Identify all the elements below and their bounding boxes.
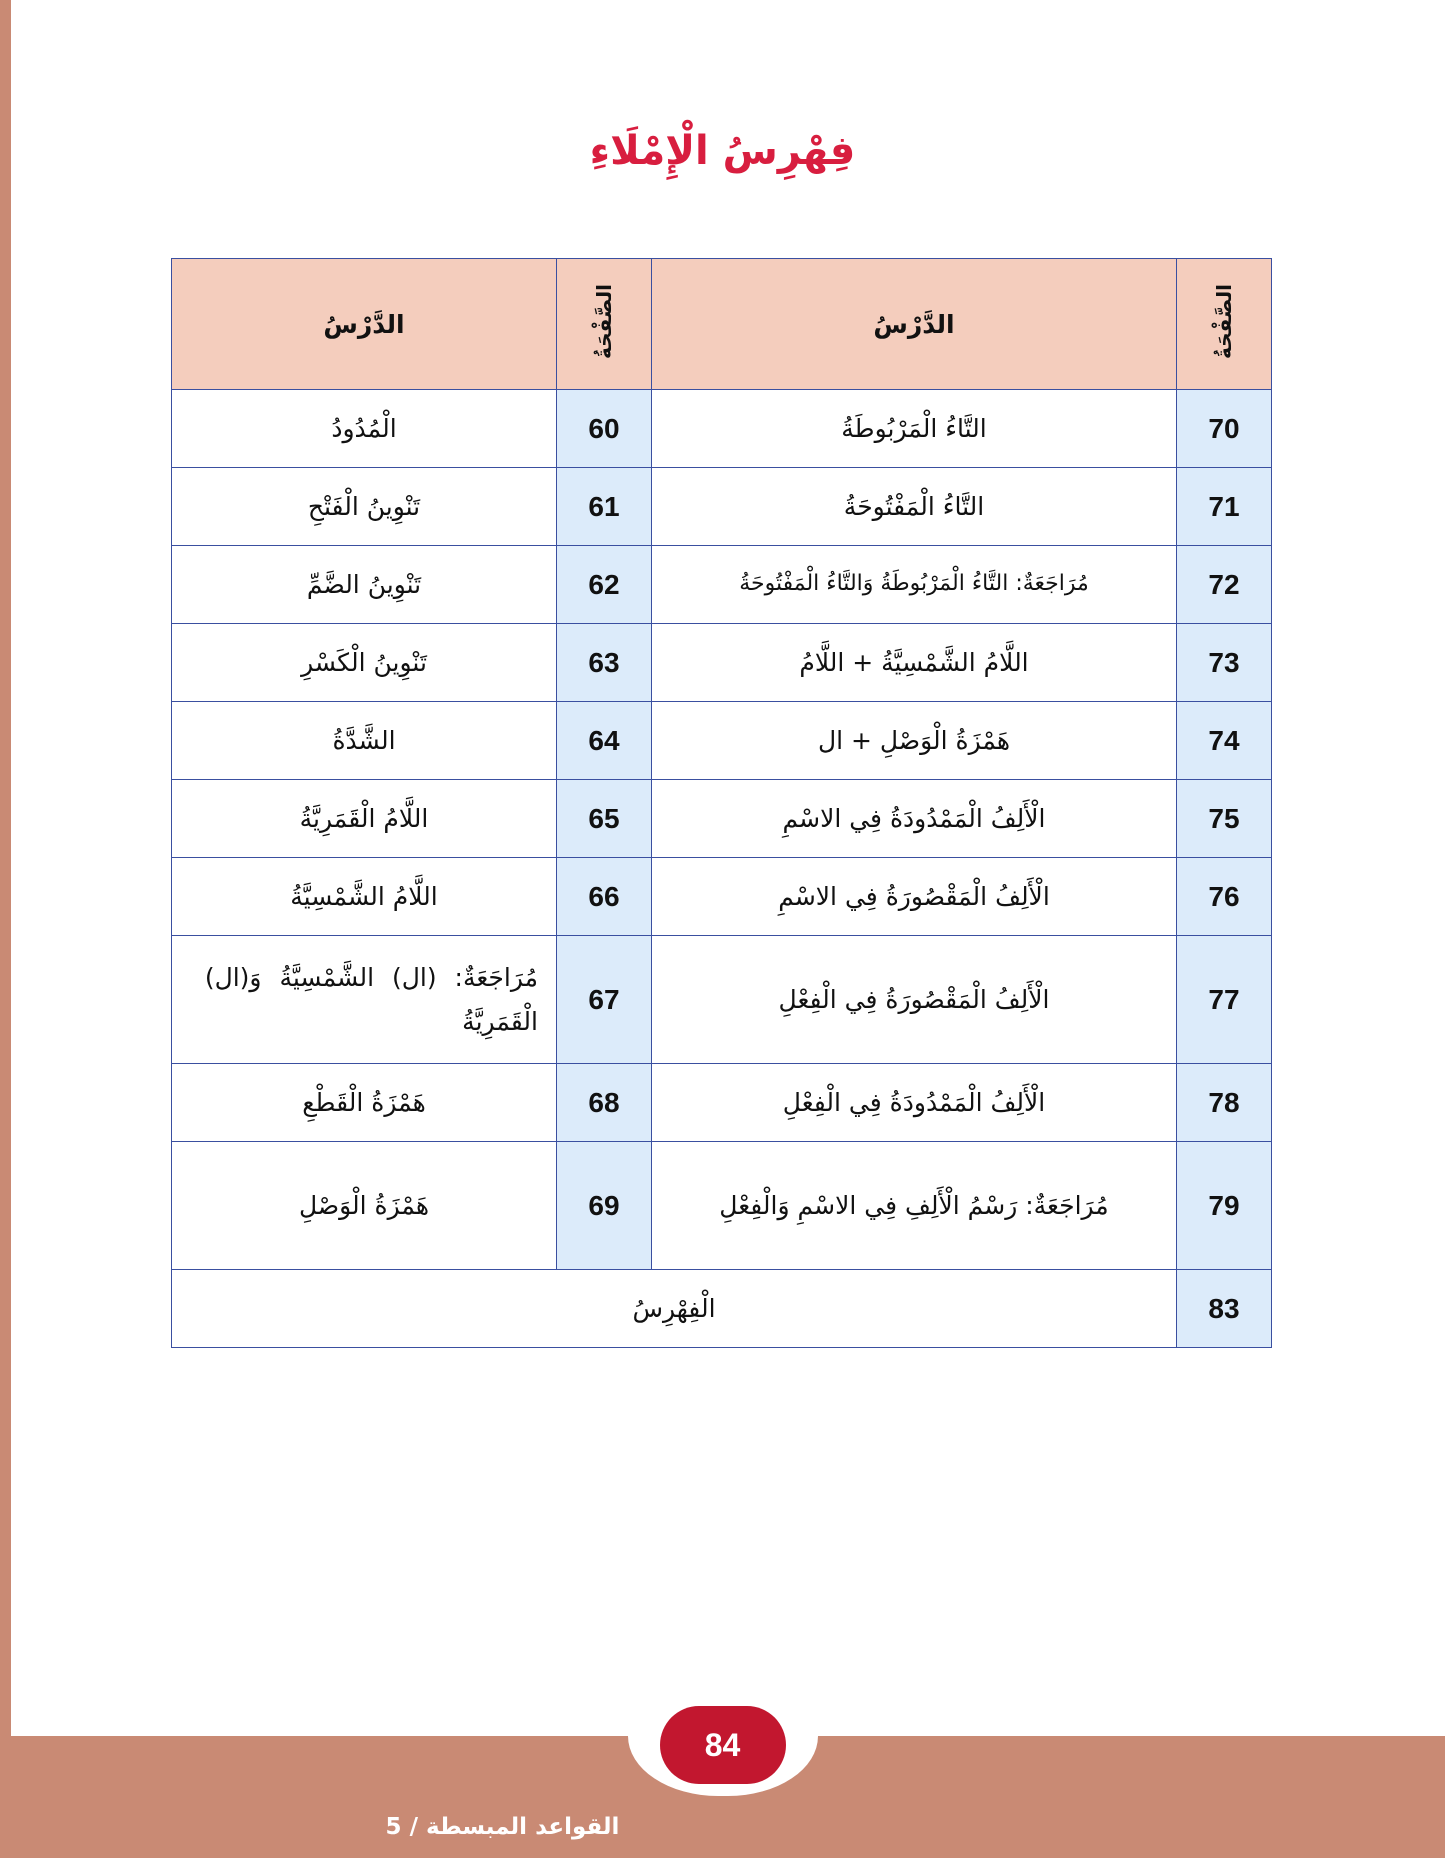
page-number-right: 65 — [557, 780, 652, 858]
lesson-title-left: الْأَلِفُ الْمَمْدُودَةُ فِي الْفِعْلِ — [652, 1064, 1177, 1142]
header-page-right — [557, 259, 652, 390]
lesson-title-right: اللَّامُ الْقَمَرِيَّةُ — [172, 780, 557, 858]
header-lesson-left: الدَّرْسُ — [652, 259, 1177, 390]
page-title: فِهْرِسُ الْإِمْلَاءِ — [589, 128, 856, 174]
table-row — [172, 1142, 1272, 1270]
lesson-title-left: التَّاءُ الْمَرْبُوطَةُ — [652, 390, 1177, 468]
footer-book-title — [0, 1814, 1445, 1840]
page-number-right: 62 — [557, 546, 652, 624]
lesson-title-right: مُرَاجَعَةٌ: (ال) الشَّمْسِيَّةُ وَ(ال) الْقَمَرِيَّةُ — [172, 936, 557, 1064]
footer-book-title-label: القواعد المبسطة / 5 — [385, 1814, 620, 1840]
page-number-right: 64 — [557, 702, 652, 780]
lesson-title-left: الْأَلِفُ الْمَمْدُودَةُ فِي الاسْمِ — [652, 780, 1177, 858]
left-edge-decoration — [0, 0, 11, 1858]
lesson-title-right: تَنْوِينُ الْكَسْرِ — [172, 624, 557, 702]
header-page-right-label: الصَّفْحَةُ — [592, 284, 616, 360]
lesson-title-left: اللَّامُ الشَّمْسِيَّةُ + اللَّامُ — [652, 624, 1177, 702]
header-page-left — [1177, 259, 1272, 390]
page-number-left: 78 — [1177, 1064, 1272, 1142]
page-number-right: 69 — [557, 1142, 652, 1270]
table-row — [172, 624, 1272, 702]
table-row — [172, 702, 1272, 780]
page-number-right: 63 — [557, 624, 652, 702]
table-row — [172, 780, 1272, 858]
lesson-title-left: التَّاءُ الْمَفْتُوحَةُ — [652, 468, 1177, 546]
lesson-title-right: هَمْزَةُ الْقَطْعِ — [172, 1064, 557, 1142]
table-row — [172, 546, 1272, 624]
lesson-title-right: هَمْزَةُ الْوَصْلِ — [172, 1142, 557, 1270]
index-table-container — [172, 258, 1272, 1348]
page-number-left: 77 — [1177, 936, 1272, 1064]
table-row — [172, 858, 1272, 936]
page-number-final: 83 — [1177, 1270, 1272, 1348]
lesson-title-left: الْأَلِفُ الْمَقْصُورَةُ فِي الْفِعْلِ — [652, 936, 1177, 1064]
page-number-right: 61 — [557, 468, 652, 546]
lesson-title-right: الشَّدَّةُ — [172, 702, 557, 780]
page-number-badge: 84 — [660, 1706, 786, 1784]
lesson-title-left: الْأَلِفُ الْمَقْصُورَةُ فِي الاسْمِ — [652, 858, 1177, 936]
lesson-title-left: هَمْزَةُ الْوَصْلِ + ال — [652, 702, 1177, 780]
page-number-right: 66 — [557, 858, 652, 936]
page-number-left: 71 — [1177, 468, 1272, 546]
lesson-title-right: الْمُدُودُ — [172, 390, 557, 468]
page-number-left: 75 — [1177, 780, 1272, 858]
index-table — [171, 258, 1272, 1348]
page-number-right: 68 — [557, 1064, 652, 1142]
page-number-left: 74 — [1177, 702, 1272, 780]
lesson-title-final: الْفِهْرِسُ — [172, 1270, 1177, 1348]
page-number-left: 79 — [1177, 1142, 1272, 1270]
table-row — [172, 1064, 1272, 1142]
table-body — [172, 390, 1272, 1348]
header-page-left-label: الصَّفْحَةُ — [1212, 284, 1236, 360]
lesson-title-left: مُرَاجَعَةٌ: رَسْمُ الْأَلِفِ فِي الاسْمِ وَالْفِعْلِ — [652, 1142, 1177, 1270]
lesson-title-right: اللَّامُ الشَّمْسِيَّةُ — [172, 858, 557, 936]
page-number-left: 76 — [1177, 858, 1272, 936]
page-number-right: 60 — [557, 390, 652, 468]
lesson-title-right: تَنْوِينُ الْفَتْحِ — [172, 468, 557, 546]
lesson-title-left: مُرَاجَعَةٌ: التَّاءُ الْمَرْبُوطَةُ وَالتَّاءُ الْمَفْتُوحَةُ — [652, 546, 1177, 624]
header-lesson-right: الدَّرْسُ — [172, 259, 557, 390]
table-row-final — [172, 1270, 1272, 1348]
table-row — [172, 390, 1272, 468]
page-number-left: 70 — [1177, 390, 1272, 468]
page-number-left: 72 — [1177, 546, 1272, 624]
page-number-left: 73 — [1177, 624, 1272, 702]
lesson-title-right: تَنْوِينُ الضَّمِّ — [172, 546, 557, 624]
table-row — [172, 468, 1272, 546]
page-number-right: 67 — [557, 936, 652, 1064]
table-row — [172, 936, 1272, 1064]
table-header — [172, 259, 1272, 390]
